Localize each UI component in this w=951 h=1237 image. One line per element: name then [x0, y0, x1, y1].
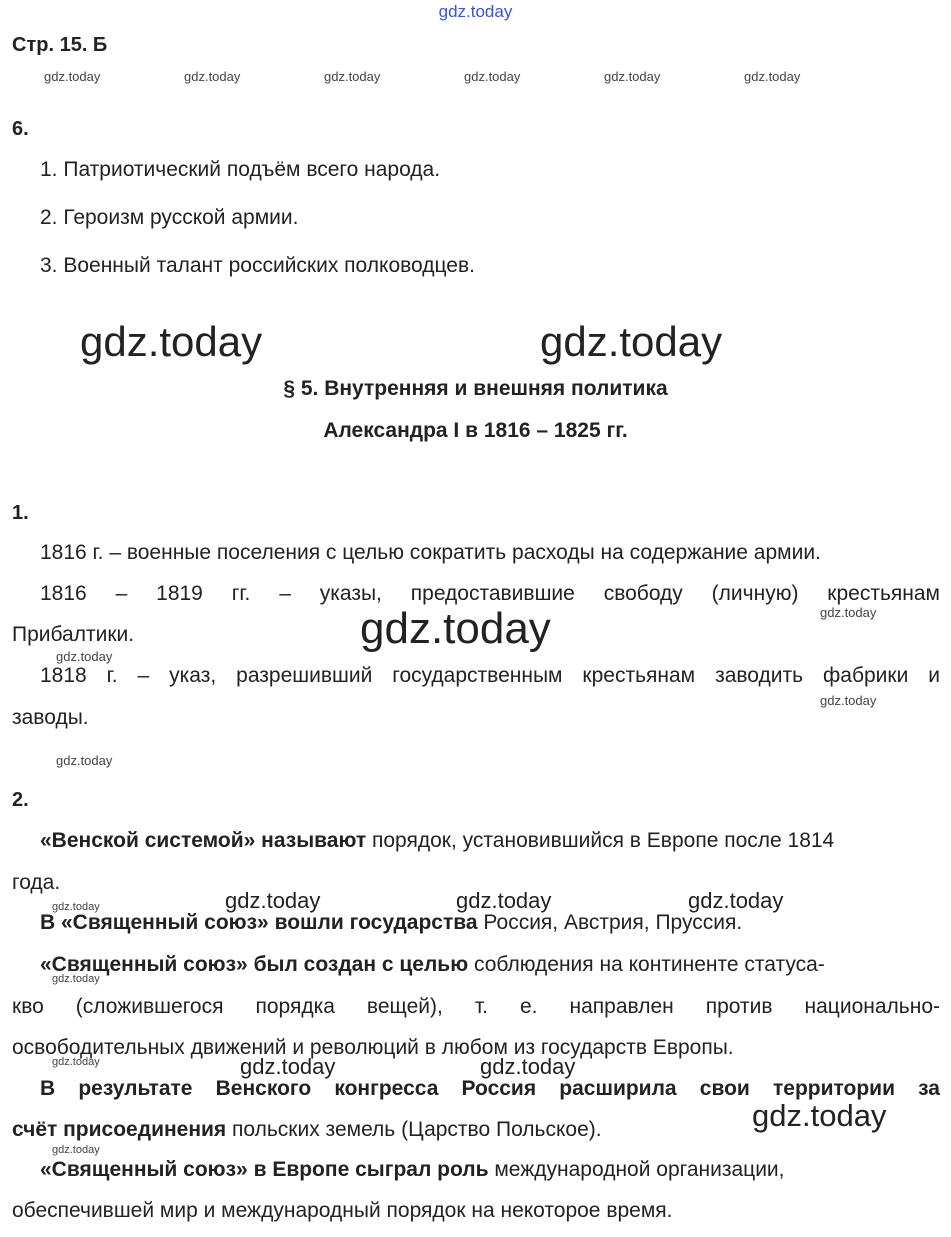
- watermark: gdz.today: [56, 649, 113, 664]
- watermark: gdz.today: [540, 318, 723, 365]
- answer-bold: «Священный союз» был создан с целью: [40, 953, 469, 976]
- watermark: gdz.today: [456, 888, 552, 913]
- answer-line: 1816 – 1819 гг. – указы, предоставившие свободу (личную) крестьянам: [40, 582, 940, 605]
- page-label: Стр. 15. Б: [12, 34, 108, 56]
- watermark: gdz.today: [240, 1054, 336, 1079]
- section-subtitle: Александра I в 1816 – 1825 гг.: [323, 419, 628, 442]
- watermark: gdz.today: [56, 753, 113, 768]
- answer-line: обеспечившей мир и международный порядок на некоторое время.: [12, 1199, 673, 1222]
- watermark: gdz.today: [52, 901, 100, 913]
- watermark: gdz.today: [324, 69, 381, 84]
- watermark: gdz.today: [52, 1144, 100, 1156]
- watermark: gdz.today: [44, 69, 101, 84]
- watermark: gdz.today: [52, 1056, 100, 1068]
- list-item: 3. Военный талант российских полководцев.: [40, 254, 475, 277]
- answer-line: 1818 г. – указ, разрешивший государственным крестьянам заводить фабрики и: [40, 664, 940, 687]
- answer-line: заводы.: [12, 706, 89, 729]
- answer-line: года.: [12, 871, 61, 894]
- answer-bold: счёт присоединения: [12, 1118, 227, 1141]
- watermark: gdz.today: [225, 888, 321, 913]
- answer-bold: В «Священный союз» вошли государства: [40, 911, 478, 934]
- watermark: gdz.today: [820, 693, 877, 708]
- answer-paragraph: [40, 953, 825, 977]
- answer-bold: В результате Венского конгресса Россия расширила свои территории за: [40, 1077, 940, 1100]
- list-item: 2. Героизм русской армии.: [40, 206, 299, 229]
- question-number: 2.: [12, 789, 29, 811]
- answer-bold: «Священный союз» в Европе сыграл роль: [40, 1158, 489, 1181]
- watermark: gdz.today: [688, 888, 784, 913]
- question-number: 6.: [12, 118, 29, 140]
- answer-text: международной организации,: [488, 1158, 785, 1181]
- watermark: gdz.today: [744, 69, 801, 84]
- answer-line: кво (сложившегося порядка вещей), т. е. направлен против национально-: [12, 995, 940, 1018]
- section-title: § 5. Внутренняя и внешняя политика: [283, 377, 668, 400]
- answer-paragraph: [12, 1118, 602, 1142]
- answer-bold: «Венской системой» называют: [40, 829, 367, 852]
- answer-paragraph: [40, 1158, 785, 1182]
- watermark: gdz.today: [752, 1098, 887, 1133]
- answer-paragraph: [40, 829, 834, 853]
- watermark: gdz.today: [360, 604, 551, 653]
- answer-line: 1816 г. – военные поселения с целью сократить расходы на содержание армии.: [40, 541, 821, 564]
- watermark: gdz.today: [480, 1054, 576, 1079]
- watermark: gdz.today: [464, 69, 521, 84]
- question-number: 1.: [12, 502, 29, 524]
- answer-line: Прибалтики.: [12, 623, 135, 646]
- answer-text: польских земель (Царство Польское).: [226, 1118, 602, 1141]
- answer-paragraph: [40, 911, 742, 935]
- answer-text: порядок, установившийся в Европе после 1814: [366, 829, 835, 852]
- list-item: 1. Патриотический подъём всего народа.: [40, 158, 441, 181]
- watermark: gdz.today: [604, 69, 661, 84]
- answer-line: освободительных движений и революций в любом из государств Европы.: [12, 1036, 734, 1059]
- watermark-top: gdz.today: [438, 2, 513, 21]
- answer-text: Россия, Австрия, Пруссия.: [477, 911, 743, 934]
- watermark: gdz.today: [52, 973, 100, 985]
- watermark: gdz.today: [184, 69, 241, 84]
- watermark: gdz.today: [80, 318, 263, 365]
- watermark: gdz.today: [820, 605, 877, 620]
- answer-text: соблюдения на континенте статуса-: [468, 953, 825, 976]
